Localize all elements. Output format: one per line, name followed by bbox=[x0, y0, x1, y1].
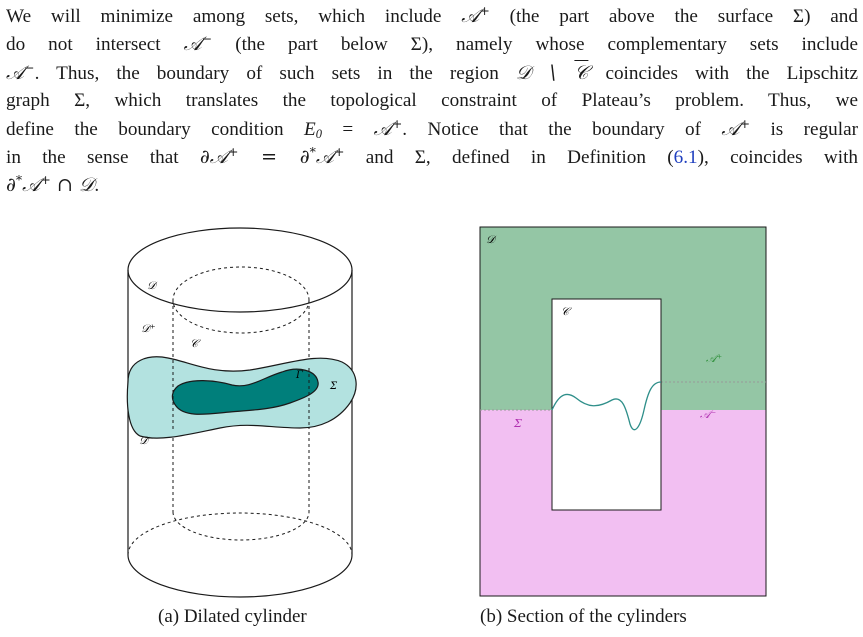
math-A-plus: 𝒜+ bbox=[373, 115, 403, 140]
section-figure bbox=[480, 227, 766, 596]
text: coincides with the Lipschitz bbox=[588, 62, 858, 84]
math-A-minus: 𝒜− bbox=[6, 59, 35, 84]
label-D: 𝒟 bbox=[147, 279, 156, 292]
math-boundary-eq: ∂𝒜+ = ∂*𝒜+ bbox=[199, 144, 345, 169]
inner-top-ellipse bbox=[173, 267, 309, 333]
label-C: 𝒞 bbox=[190, 337, 199, 350]
outer-bottom-front bbox=[128, 555, 352, 597]
text: ), coincides with bbox=[697, 147, 858, 169]
label-D-plus: 𝒟⁺ bbox=[141, 322, 156, 335]
label-D-minus: 𝒟⁻ bbox=[139, 434, 154, 447]
label-C: 𝒞 bbox=[561, 305, 570, 318]
text: (the part above the surface Σ) and bbox=[489, 6, 858, 27]
label-A-plus: 𝒜⁺ bbox=[706, 352, 723, 365]
definition-link[interactable]: 6.1 bbox=[673, 147, 698, 169]
text: We will minimize among sets, which include bbox=[6, 6, 462, 27]
caption-b: (b) Section of the cylinders bbox=[480, 606, 687, 627]
caption-a: (a) Dilated cylinder bbox=[158, 606, 307, 627]
label-A-minus: 𝒜⁻ bbox=[700, 408, 717, 421]
text: . Notice that the boundary of bbox=[402, 118, 722, 140]
outer-bottom-back bbox=[128, 513, 352, 555]
text: define the boundary condition bbox=[6, 118, 305, 140]
math-A-minus: 𝒜− bbox=[183, 31, 213, 56]
text: . Thus, the boundary of such sets in the region bbox=[34, 62, 516, 84]
label-Sigma: Σ bbox=[330, 381, 338, 392]
math-reduced-boundary-cap-D: ∂*𝒜+ ∩ 𝒟 bbox=[6, 172, 95, 197]
outer-top-ellipse bbox=[128, 228, 352, 312]
math-A-plus: 𝒜+ bbox=[721, 115, 751, 140]
line-5: define the boundary condition $E_0$ = 𝒜+. Notice that the boundary of 𝒜+ is regular bbox=[6, 115, 858, 141]
dilated-cylinder-figure bbox=[127, 228, 356, 597]
label-Gamma: Γ bbox=[296, 370, 303, 381]
inner-bottom-arc bbox=[173, 512, 309, 540]
label-Sigma: Σ bbox=[514, 417, 522, 430]
text: do not intersect bbox=[6, 34, 184, 56]
text: and Σ, defined in Definition ( bbox=[344, 147, 674, 169]
text: graph Σ, which translates the topological constraint of Plateau’s problem. Thus, we bbox=[6, 90, 858, 112]
text: (the part below Σ), namely whose complementary sets include bbox=[212, 34, 858, 56]
text: . bbox=[94, 175, 100, 197]
text: is regular bbox=[750, 118, 858, 140]
label-D: 𝒟 bbox=[486, 233, 495, 246]
math-E0: $E_0$ bbox=[304, 118, 322, 141]
math-D-minus-C: 𝒟 \ 𝒞 bbox=[515, 60, 589, 84]
text: in the sense that bbox=[6, 147, 200, 169]
math-A-plus: 𝒜+ bbox=[461, 3, 490, 27]
